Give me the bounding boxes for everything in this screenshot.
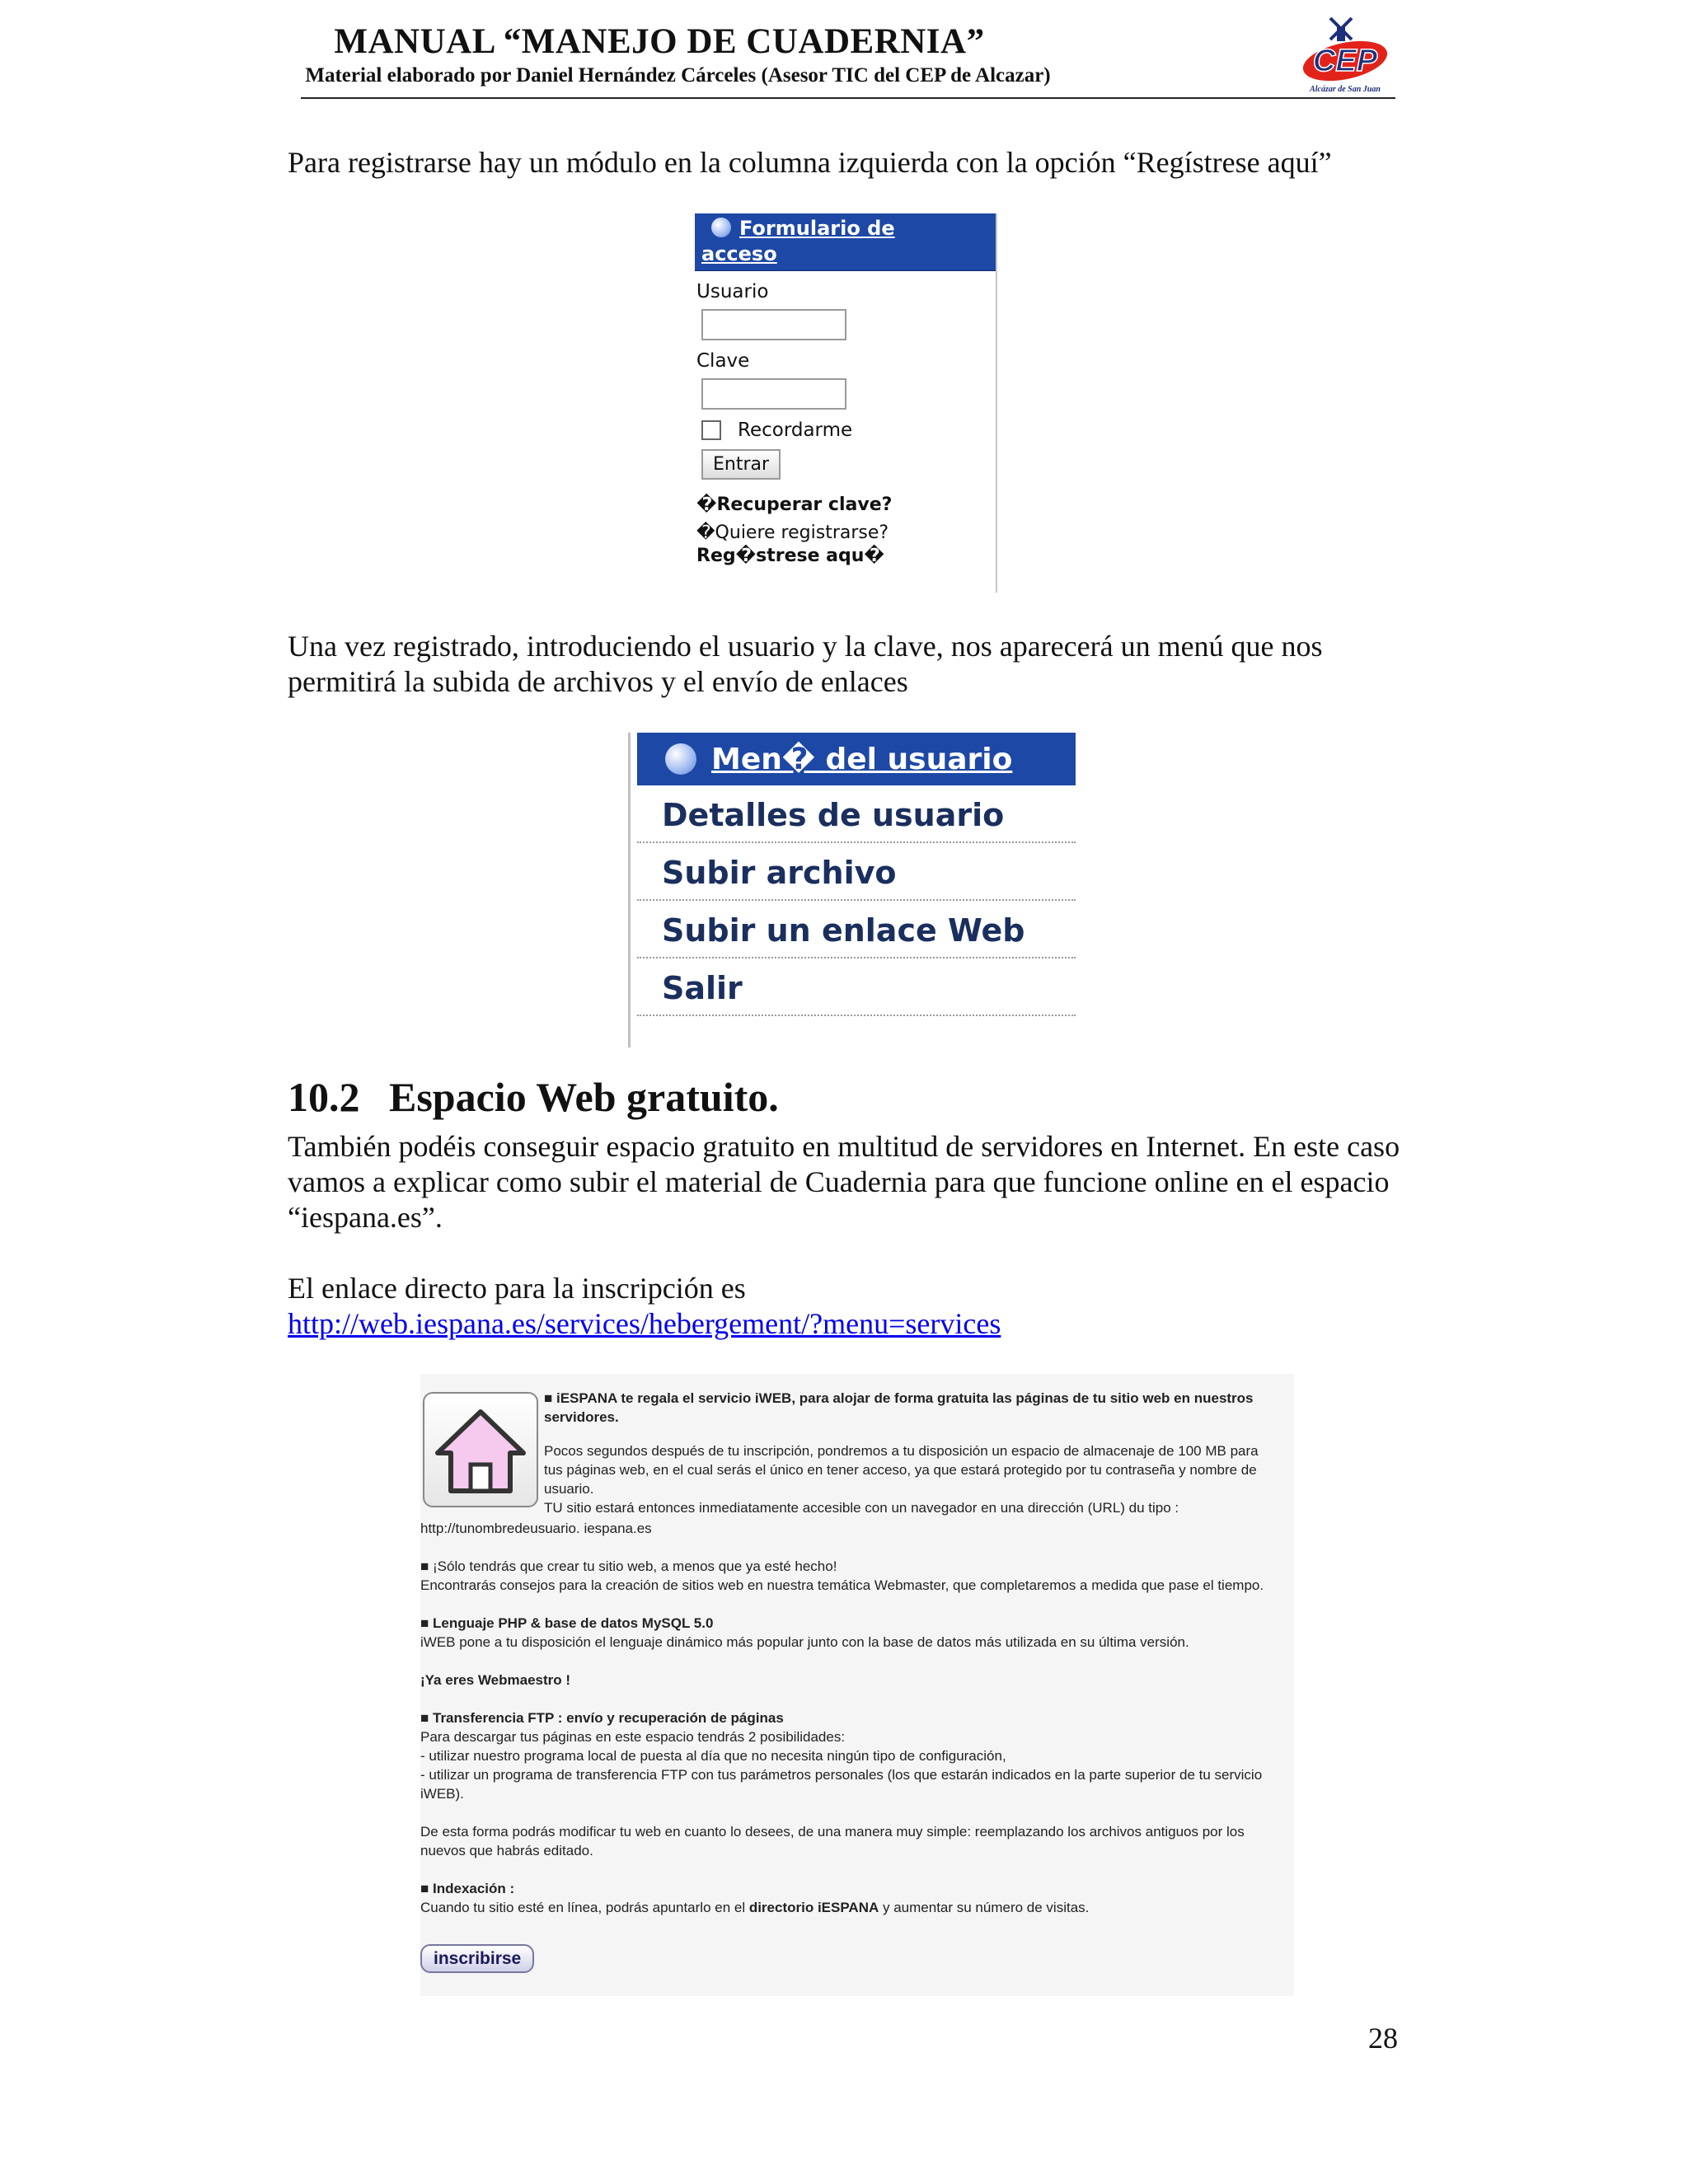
link-intro-text: El enlace directo para la inscripción es	[288, 1272, 746, 1305]
cep-logo	[1294, 15, 1393, 96]
document-title: MANUAL “MANEJO DE CUADERNIA”	[334, 22, 985, 61]
ftp-title: ■ Transferencia FTP : envío y recuperación de páginas	[420, 1710, 784, 1726]
ftp-text-2: - utilizar nuestro programa local de puesta al día que no necesita ningún tipo de configuración,	[420, 1748, 1006, 1764]
document-subtitle: Material elaborado por Daniel Hernández Cárceles (Asesor TIC del CEP de Alcazar)	[305, 64, 1051, 87]
php-mysql-title: ■ Lenguaje PHP & base de datos MySQL 5.0	[420, 1615, 714, 1631]
signup-button[interactable]: inscribirse	[420, 1944, 534, 1973]
menu-item-logout[interactable]: Salir	[637, 958, 1076, 1016]
login-form-title-1[interactable]: Formulario de	[739, 217, 895, 240]
create-site-text: Encontrarás consejos para la creación de sitios web en nuestra temática Webmaster, que completaremos a medida que pase el tiempo.	[420, 1577, 1264, 1593]
register-link[interactable]: Reg�strese aqu�	[696, 546, 884, 566]
register-question: �Quiere registrarse?	[696, 523, 889, 543]
ftp-text-1: Para descargar tus páginas en este espacio tendrás 2 posibilidades:	[420, 1729, 846, 1745]
username-label: Usuario	[696, 281, 769, 302]
create-site-title: ■ ¡Sólo tendrás que crear tu sitio web, a menos que ya esté hecho!	[420, 1558, 837, 1574]
section-heading	[288, 1073, 779, 1121]
signup-link[interactable]: http://web.iespana.es/services/hebergement/?menu=services	[288, 1307, 1001, 1340]
iweb-intro-bold: ■ iESPANA te regala el servicio iWEB, para alojar de forma gratuita las páginas de tu sitio web en nuestros servidores.	[544, 1390, 1254, 1425]
indexing-text	[420, 1898, 1286, 1917]
paragraph-link-intro	[288, 1271, 1409, 1342]
recover-password-link[interactable]: �Recuperar clave?	[696, 494, 893, 515]
login-form-title-2[interactable]: acceso	[701, 242, 777, 265]
menu-item-user-details[interactable]: Detalles de usuario	[637, 785, 1076, 843]
login-form-header	[695, 213, 996, 271]
user-menu-screenshot	[628, 733, 1076, 1047]
indexing-title: ■ Indexación :	[420, 1881, 515, 1896]
home-icon	[423, 1392, 538, 1507]
remember-checkbox[interactable]	[701, 420, 721, 440]
bullet-icon	[665, 743, 696, 775]
username-input[interactable]	[701, 309, 846, 340]
section-number: 10.2	[288, 1074, 360, 1120]
modify-web-text: De esta forma podrás modificar tu web en cuanto lo desees, de una manera muy simple: reemplazando los archivos antiguos por los nuevos que habrás editado.	[420, 1824, 1245, 1858]
header-divider	[301, 97, 1395, 99]
iespana-screenshot	[420, 1374, 1294, 1996]
page-number: 28	[1368, 2022, 1398, 2055]
iweb-intro-text-2: TU sitio estará entonces inmediatamente accesible con un navegador en una dirección (URL) du tipo :	[544, 1500, 1179, 1516]
iweb-example-url: http://tunombredeusuario. iespana.es	[420, 1521, 652, 1536]
iweb-intro-text: Pocos segundos después de tu inscripción, pondremos a tu disposición un espacio de almacenaje de 100 MB para tus páginas web, en el cual serás el único en tener acceso, ya que estará protegido por tu contraseña y nombre de usuario.	[544, 1443, 1259, 1497]
menu-item-upload-file[interactable]: Subir archivo	[637, 843, 1076, 901]
indexing-text-pre: Cuando tu sitio esté en línea, podrás apuntarlo en el	[420, 1900, 749, 1915]
user-menu-title[interactable]: Men� del usuario	[711, 742, 1013, 776]
indexing-text-post: y aumentar su número de visitas.	[879, 1900, 1090, 1915]
php-mysql-text: iWEB pone a tu disposición el lenguaje dinámico más popular junto con la base de datos más utilizada en su última versión.	[420, 1634, 1189, 1650]
user-menu-header	[637, 733, 1076, 785]
login-submit-button[interactable]: Entrar	[701, 449, 781, 480]
logo-caption: Alcázar de San Juan	[1310, 85, 1381, 94]
menu-item-upload-link[interactable]: Subir un enlace Web	[637, 901, 1076, 958]
paragraph-menu: Una vez registrado, introduciendo el usuario y la clave, nos aparecerá un menú que nos permitirá la subida de archivos y el envío de enlaces	[288, 630, 1323, 698]
ftp-text-3: - utilizar un programa de transferencia FTP con tus parámetros personales (los que estarán indicados en la parte superior de tu servicio iWEB).	[420, 1767, 1263, 1802]
bullet-icon	[711, 218, 731, 237]
logo-text: CEP	[1312, 44, 1378, 78]
directory-link[interactable]: directorio iESPANA	[748, 1900, 879, 1915]
login-form-screenshot	[695, 213, 997, 593]
remember-label: Recordarme	[738, 419, 853, 441]
webmaster-title: ¡Ya eres Webmaestro !	[420, 1672, 571, 1688]
windmill-icon	[1330, 18, 1352, 41]
password-input[interactable]	[701, 378, 846, 410]
paragraph-register: Para registrarse hay un módulo en la columna izquierda con la opción “Regístrese aquí”	[288, 146, 1332, 179]
section-title: Espacio Web gratuito.	[389, 1074, 779, 1120]
password-label: Clave	[696, 350, 750, 372]
paragraph-free-space: También podéis conseguir espacio gratuito en multitud de servidores en Internet. En este caso vamos a explicar como subir el material de Cuadernia para que funcione online en el espacio “iespana.es”.	[288, 1130, 1400, 1234]
